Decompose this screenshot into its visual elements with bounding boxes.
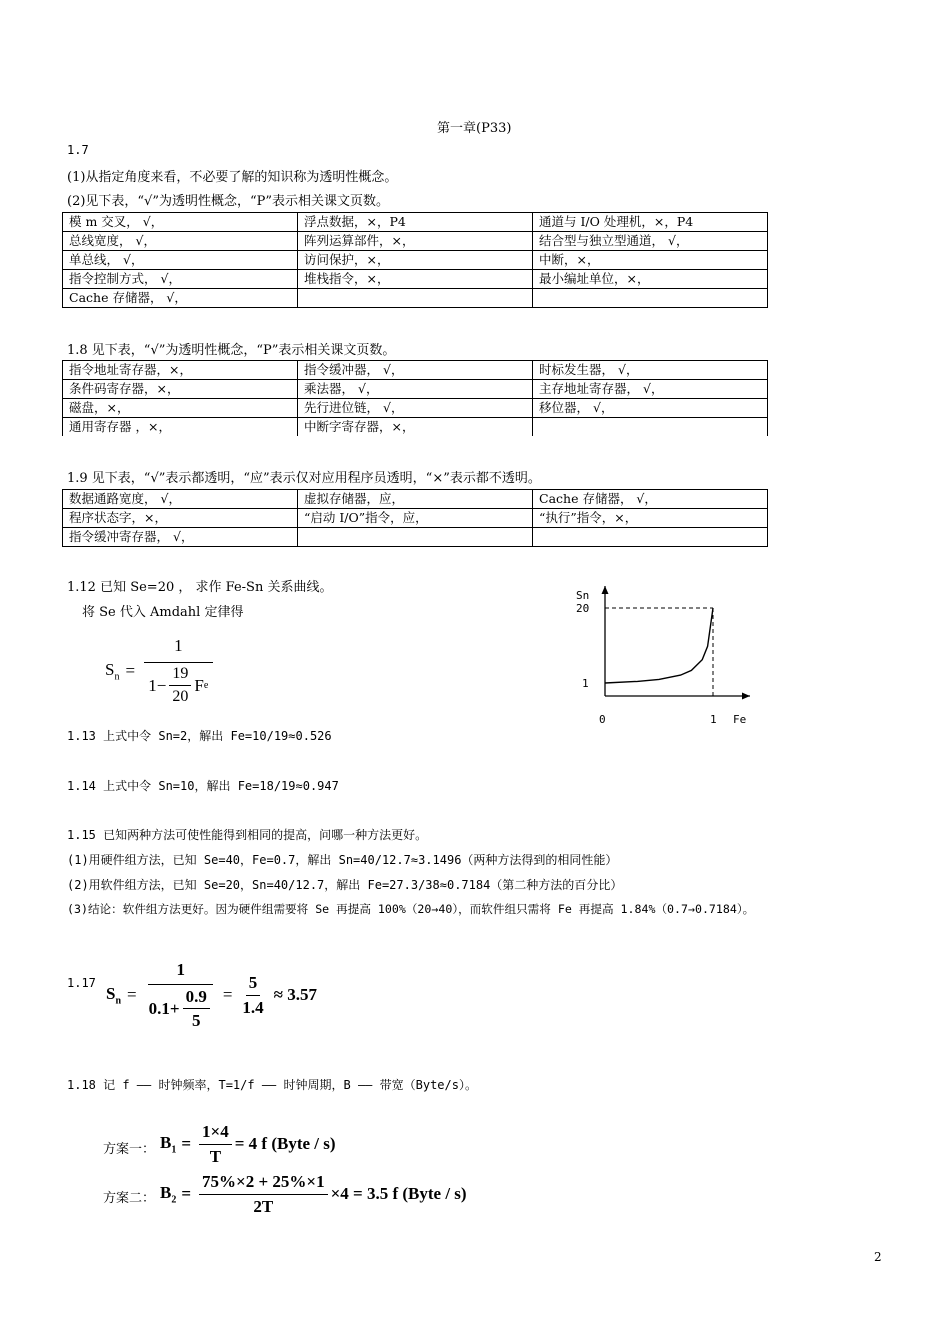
section-1-13: 1.13 上式中令 Sn=2，解出 Fe=10/19≈0.526 [67, 729, 332, 743]
table-1-7-cell: 阵列运算部件，×， [298, 232, 533, 251]
table-1-8-cell: 磁盘，×， [63, 399, 298, 418]
table-1-7-row [63, 232, 768, 251]
table-1-8-cell: 先行进位链， √， [298, 399, 533, 418]
table-1-7-row [63, 289, 768, 308]
y-axis-label: Sn [576, 589, 590, 602]
plan1-label: 方案一： [103, 1142, 156, 1157]
x-axis-arrow [742, 693, 750, 700]
table-1-8-cell: 指令缓冲器， √， [298, 361, 533, 380]
x-tick-label: 1 [710, 713, 717, 726]
table-1-7-cell: 中断，×， [533, 251, 768, 270]
table-1-9-row [63, 528, 768, 547]
table-1-7-cell: 模 m 交叉， √， [63, 213, 298, 232]
speedup-formula: $S_n$ = 1 0.1 + $\frac{0.9}{5}$ = $\frac{5}{1.4}$ ≈ 3.57 [106, 960, 317, 1031]
section-1-17-label: 1.17 [67, 976, 96, 990]
table-1-7-row [63, 213, 768, 232]
x-axis-label: Fe [733, 713, 747, 726]
table-1-9-row [63, 490, 768, 509]
table-1-7-row [63, 270, 768, 289]
table-1-7-cell: 通道与 I/O 处理机，×，P4 [533, 213, 768, 232]
table-1-7-cell: 堆栈指令，×， [298, 270, 533, 289]
section-1-15-line1: 1.15 已知两种方法可使性能得到相同的提高，问哪一种方法更好。 [67, 828, 428, 842]
x-tick-label: 0 [599, 713, 606, 726]
y-tick-label: 20 [576, 602, 590, 615]
table-1-8-row [63, 361, 768, 380]
y-tick-label: 1 [582, 677, 589, 690]
plan2-label: 方案二： [103, 1191, 156, 1206]
table-1-7-cell [298, 289, 533, 308]
section-1-7-number: 1.7 [67, 143, 89, 157]
table-1-9-cell: 虚拟存储器，应， [298, 490, 533, 509]
table-1-8-cell: 主存地址寄存器， √， [533, 380, 768, 399]
table-1-8-cell: 通用寄存器 ，×， [63, 418, 298, 437]
table-1-8-cell: 时标发生器， √， [533, 361, 768, 380]
section-1-18-line: 1.18 记 f —— 时钟频率，T=1/f —— 时钟周期，B —— 带宽（Byte/s）。 [67, 1078, 477, 1092]
page-number: 2 [874, 1250, 882, 1264]
table-1-7-cell: 总线宽度， √， [63, 232, 298, 251]
table-1-9-cell: “启动 I/O”指令，应， [298, 509, 533, 528]
transparency-table-1-8 [62, 360, 768, 436]
section-1-15-line4: (3)结论：软件组方法更好。因为硬件组需要将 Se 再提高 100%（20→40），而软件组只需将 Fe 再提高 1.84%（0.7→0.7184）。 [67, 902, 755, 916]
table-1-8-cell: 中断字寄存器，×， [298, 418, 533, 437]
section-1-8-line: 1.8 见下表，“√”为透明性概念，“P”表示相关课文页数。 [67, 343, 396, 358]
chapter-title: 第一章(P33) [437, 121, 512, 136]
section-1-12-line1: 1.12 已知 Se=20 ， 求作 Fe-Sn 关系曲线。 [67, 580, 333, 595]
section-1-15-line3: (2)用软件组方法，已知 Se=20，Sn=40/12.7，解出 Fe=27.3/38≈0.7184（第二种方法的百分比） [67, 878, 623, 892]
plan1-formula: $B_1$ = $\frac{1\times 4}{T}$ = 4 f (Byte / s) [160, 1122, 336, 1166]
table-1-8-cell [533, 418, 768, 437]
section-1-7-line1: (1)从指定角度来看，不必要了解的知识称为透明性概念。 [67, 170, 398, 185]
formula-lhs: $S_n$ [105, 659, 120, 683]
table-1-9-cell: 数据通路宽度， √， [63, 490, 298, 509]
table-1-8-cell: 条件码寄存器，×， [63, 380, 298, 399]
table-1-8-row [63, 399, 768, 418]
table-1-8-row [63, 380, 768, 399]
section-1-12-line2: 将 Se 代入 Amdahl 定律得 [82, 605, 244, 620]
y-axis-arrow [602, 586, 609, 594]
table-1-9-cell [298, 528, 533, 547]
table-1-7-cell: 结合型与独立型通道， √， [533, 232, 768, 251]
table-1-7-row [63, 251, 768, 270]
plan2-formula: $B_2$ = $\frac{75\%\times 2 + 25\%\times 1}{2T}$ ×4 = 3.5 f (Byte / s) [160, 1172, 467, 1216]
table-1-7-cell: 单总线， √， [63, 251, 298, 270]
fe-sn-chart [560, 580, 770, 730]
table-1-9-cell: 指令缓冲寄存器， √， [63, 528, 298, 547]
table-1-7-cell: Cache 存储器， √， [63, 289, 298, 308]
table-1-9-cell: 程序状态字，×， [63, 509, 298, 528]
table-1-7-cell: 指令控制方式， √， [63, 270, 298, 289]
amdahl-formula: $S_n$ = 1 1 − $\frac{19}{20}$ F e [105, 636, 216, 706]
table-1-7-cell: 最小编址单位，×， [533, 270, 768, 289]
section-1-15-line2: (1)用硬件组方法，已知 Se=40，Fe=0.7，解出 Sn=40/12.7≈3.1496（两种方法得到的相同性能） [67, 853, 618, 867]
table-1-8-cell: 指令地址寄存器，×， [63, 361, 298, 380]
sn-curve [605, 608, 713, 683]
table-1-8-row [63, 418, 768, 437]
transparency-table-1-9 [62, 489, 768, 547]
table-1-7-cell [533, 289, 768, 308]
table-1-9-row [63, 509, 768, 528]
transparency-table-1-7 [62, 212, 768, 308]
table-1-8-cell: 乘法器， √， [298, 380, 533, 399]
table-1-9-cell: Cache 存储器， √， [533, 490, 768, 509]
table-1-7-cell: 浮点数据，×，P4 [298, 213, 533, 232]
section-1-14: 1.14 上式中令 Sn=10，解出 Fe=18/19≈0.947 [67, 779, 339, 793]
section-1-7-line2: (2)见下表，“√”为透明性概念，“P”表示相关课文页数。 [67, 194, 390, 209]
table-1-9-cell: “执行”指令，×， [533, 509, 768, 528]
table-1-7-cell: 访问保护，×， [298, 251, 533, 270]
table-1-9-cell [533, 528, 768, 547]
table-1-8-cell: 移位器， √， [533, 399, 768, 418]
section-1-9-line: 1.9 见下表，“√”表示都透明，“应”表示仅对应用程序员透明，“×”表示都不透明。 [67, 471, 541, 486]
